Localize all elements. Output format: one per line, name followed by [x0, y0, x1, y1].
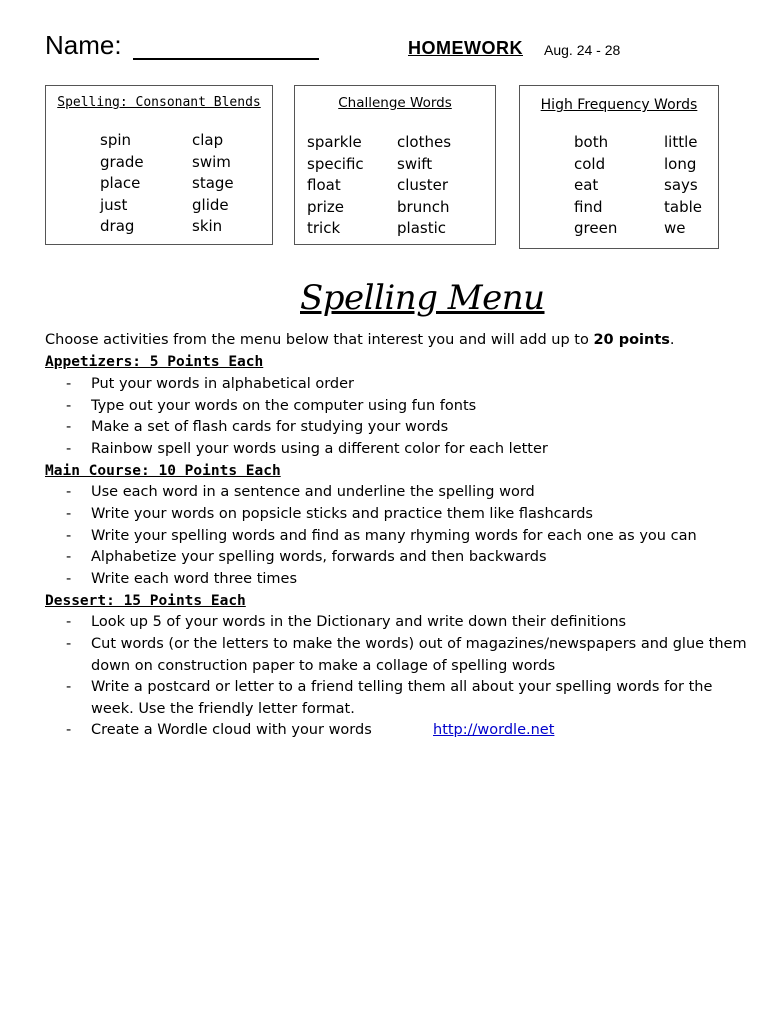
menu-intro [45, 332, 675, 348]
menu-item-text: Make a set of flash cards for studying your words [91, 419, 449, 435]
word: grade [100, 152, 144, 171]
word: green [574, 219, 618, 237]
challenge-words-box [294, 85, 496, 245]
menu-item-text: Write your words on popsicle sticks and practice them like flashcards [91, 506, 593, 522]
main-course-heading: Main Course: 10 Points Each [45, 463, 281, 479]
menu-item-text: Alphabetize your spelling words, forwards and then backwards [91, 549, 547, 565]
word: glide [192, 195, 229, 214]
challenge-box-title: Challenge Words [338, 95, 452, 111]
word: place [100, 174, 141, 192]
word: prize [307, 197, 344, 216]
dessert-heading: Dessert: 15 Points Each [45, 593, 246, 609]
homework-title: HOMEWORK [408, 38, 523, 58]
menu-item [66, 376, 354, 392]
bullet-dash: - [66, 376, 72, 392]
menu-item-text: Look up 5 of your words in the Dictionary and write down their definitions [91, 614, 627, 630]
bullet-dash: - [66, 722, 72, 738]
intro-period: . [669, 332, 675, 348]
word: swim [192, 152, 231, 171]
menu-item [66, 484, 535, 500]
word: swift [397, 154, 433, 173]
spelling-col-2 [192, 130, 234, 238]
menu-item [66, 679, 712, 695]
menu-item-text: Write your spelling words and find as many rhyming words for each one as you can [91, 528, 697, 544]
menu-item-text: Write a postcard or letter to a friend telling them all about your spelling words for the [91, 679, 713, 695]
menu-item-continuation: week. Use the friendly letter format. [91, 701, 355, 717]
menu-item [66, 722, 372, 738]
high-frequency-col-1 [574, 132, 617, 240]
challenge-col-2 [397, 132, 451, 240]
word: just [100, 195, 128, 214]
bullet-dash: - [66, 679, 72, 695]
spelling-box-title: Spelling: Consonant Blends [57, 95, 261, 110]
bullet-dash: - [66, 528, 72, 544]
high-frequency-words-box [519, 85, 719, 249]
menu-item [66, 398, 476, 414]
menu-item-text: Type out your words on the computer using fun fonts [91, 398, 477, 414]
challenge-col-1 [307, 132, 364, 240]
appetizers-heading: Appetizers: 5 Points Each [45, 354, 264, 370]
word: clothes [397, 133, 452, 151]
word: sparkle [307, 133, 362, 151]
menu-item [66, 549, 547, 565]
word: cluster [397, 176, 449, 194]
word: find [574, 197, 603, 216]
menu-item [66, 506, 593, 522]
bullet-dash: - [66, 636, 72, 652]
word: table [664, 197, 702, 216]
word: specific [307, 154, 364, 173]
menu-item-text: Cut words (or the letters to make the words) out of magazines/newspapers and glue them [91, 636, 747, 652]
bullet-dash: - [66, 506, 72, 522]
menu-item-text: Use each word in a sentence and underline the spelling word [91, 484, 535, 500]
word: says [664, 176, 698, 194]
bullet-dash: - [66, 419, 72, 435]
spelling-menu-title: Spelling Menu [300, 278, 545, 318]
word: spin [100, 131, 132, 149]
word: we [664, 219, 686, 237]
word: both [574, 133, 609, 151]
menu-item [66, 571, 297, 587]
bullet-dash: - [66, 441, 72, 457]
menu-item-text: Write each word three times [91, 571, 298, 587]
wordle-link[interactable]: http://wordle.net [433, 722, 555, 738]
word: brunch [397, 197, 450, 216]
intro-text: Choose activities from the menu below that interest you and will add up to [45, 332, 594, 348]
spelling-col-1 [100, 130, 144, 238]
bullet-dash: - [66, 484, 72, 500]
homework-dates: Aug. 24 - 28 [544, 42, 621, 58]
word: trick [307, 219, 341, 237]
menu-item-text: Create a Wordle cloud with your words [91, 722, 372, 738]
bullet-dash: - [66, 549, 72, 565]
high-frequency-box-title: High Frequency Words [540, 97, 698, 113]
word: clap [192, 131, 224, 149]
word: eat [574, 176, 599, 194]
menu-item [66, 419, 448, 435]
menu-item [66, 636, 747, 652]
word: drag [100, 217, 135, 235]
menu-item [66, 528, 697, 544]
bullet-dash: - [66, 614, 72, 630]
high-frequency-col-2 [664, 132, 702, 240]
word: cold [574, 154, 606, 173]
name-label: Name: [45, 30, 122, 60]
menu-item-text: Put your words in alphabetical order [91, 376, 355, 392]
intro-points: 20 points [593, 332, 670, 348]
word: float [307, 176, 341, 194]
spelling-words-box [45, 85, 273, 245]
word: long [664, 154, 697, 173]
name-blank-line [133, 58, 319, 60]
bullet-dash: - [66, 398, 72, 414]
word: plastic [397, 219, 446, 237]
menu-item-continuation: down on construction paper to make a collage of spelling words [91, 658, 556, 674]
word: little [664, 133, 698, 151]
menu-item-text: Rainbow spell your words using a different color for each letter [91, 441, 548, 457]
bullet-dash: - [66, 571, 72, 587]
word: stage [192, 174, 234, 192]
menu-item [66, 441, 548, 457]
menu-item [66, 614, 626, 630]
word: skin [192, 217, 223, 235]
